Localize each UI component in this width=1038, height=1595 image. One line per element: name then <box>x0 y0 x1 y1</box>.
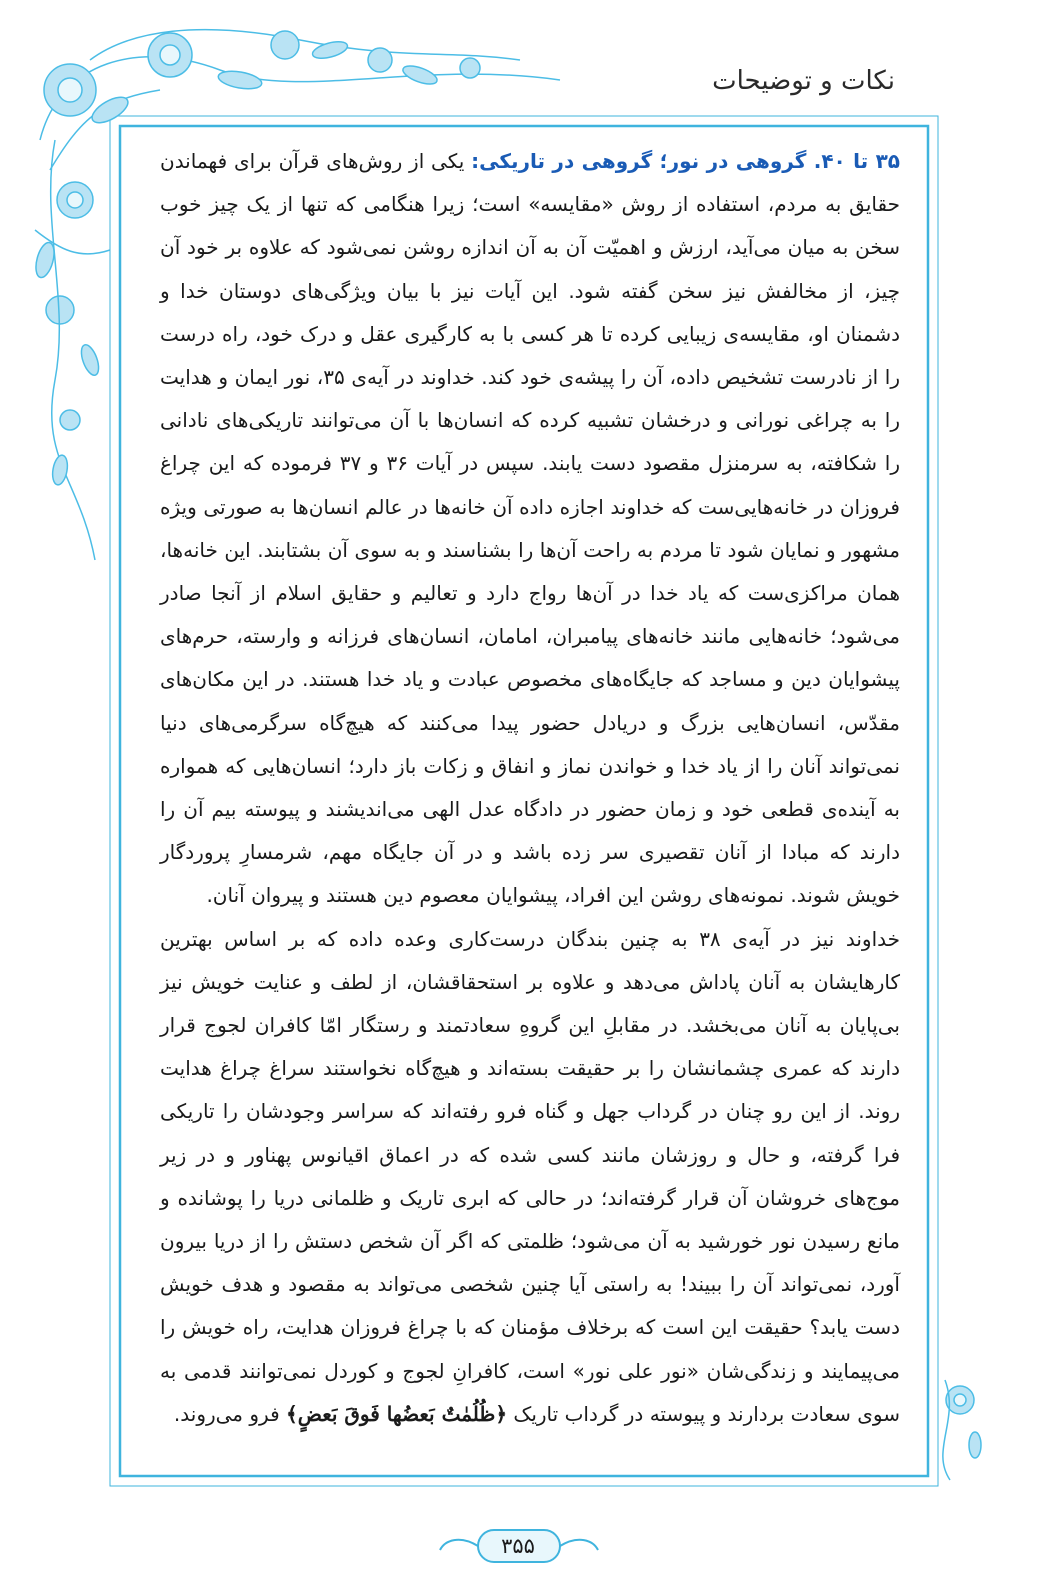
section-heading: ۳۵ تا ۴۰. گروهی در نور؛ گروهی در تاریکی: <box>471 149 901 173</box>
body-text <box>160 140 900 1436</box>
paragraph-1 <box>160 140 900 918</box>
paragraph-text: خداوند نیز در آیه‌ی ۳۸ به چنین بندگان درست‌کاری وعده داده که بر اساس بهترین کارهایشان به آنان پاداش می‌دهد و علاوه بر استحقاقشان، از لطف و عنایت خویش نیز بی‌پایان به آنان می‌بخشد. در مقابلِ این گروهِ سعادتمند و رستگار امّا کافران لجوج قرار دارند که عمری چشمانشان را بر حقیقت بسته‌اند و هیچ‌گاه نخواستند سراغ چراغ هدایت روند. از این رو چنان در گرداب جهل و گناه فرو رفته‌اند که سراسر وجودشان را تاریکی فرا گرفته، و حال و روزشان مانند کسی شده که در اعماق اقیانوس پهناور و در زیر موج‌های خروشان آن قرار گرفته‌اند؛ در حالی که ابری تاریک و ظلمانی دریا را پوشانده و مانع رسیدن نور خورشید به آن می‌شود؛ ظلمتی که اگر آن شخص دستش را از دریا بیرون آورد، نمی‌تواند آن را ببیند! به راستی آیا چنین شخصی می‌تواند به مقصود و هدف خویش دست یابد؟ حقیقت این است که برخلاف مؤمنان که با چراغ فروزان هدایت، راه خویش را می‌پیمایند و زندگی‌شان «نور علی نور» است، کافرانِ لجوج و کوردل نمی‌توانند قدمی به سوی سعادت بردارند و پیوسته در گرداب تاریک <box>160 926 900 1426</box>
paragraph-text-end: فرو می‌روند. <box>173 1401 286 1426</box>
page-header-title: نکات و توضیحات <box>712 66 895 96</box>
paragraph-text: یکی از روش‌های قرآن برای فهماندن حقایق به مردم، استفاده از روش «مقایسه» است؛ زیرا هنگامی که تنها از یک چیز خوب سخن به میان می‌آید، ارزش و اهمیّت آن به آن اندازه روشن نمی‌شود که علاوه بر خود آن چیز، از مخالفش نیز سخن گفته شود. این آیات نیز با بیان ویژگی‌های دوستان خدا و دشمنان او، مقایسه‌ی زیبایی کرده تا هر کسی با به کارگیری عقل و درک خود، راه درست را از نادرست تشخیص داده، آن را پیشه‌ی خود کند. خداوند در آیه‌ی ۳۵، نور ایمان و هدایت را به چراغی نورانی و درخشان تشبیه کرده که انسان‌ها با آن می‌توانند تاریکی‌های نادانی را شکافته، به سرمنزل مقصود دست یابند. سپس در آیات ۳۶ و ۳۷ فرموده که این چراغ فروزان در خانه‌هایی‌ست که خداوند اجازه داده آن خانه‌ها در عالم انسان‌ها به صورتی ویژه مشهور و نمایان شود تا مردم به راحت آن‌ها را بشناسند و به سوی آن بشتابند. این خانه‌ها، همان مراکزی‌ست که یاد خدا در آن‌ها رواج دارد و تعالیم و حقایق اسلام از آنجا صادر می‌شود؛ خانه‌هایی مانند خانه‌های پیامبران، امامان، انسان‌های فرزانه و وارسته، حرم‌های پیشوایان دین و مساجد که جایگاه‌های مخصوص عبادت و یاد خدا هستند. در این مکان‌های مقدّس، انسان‌هایی بزرگ و دریادل حضور پیدا می‌کنند که هیچ‌گاه سرگرمی‌های دنیا نمی‌تواند آنان را از یاد خدا و خواندن نماز و انفاق و زکات باز دارد؛ انسان‌هایی که همواره به آینده‌ی قطعی خود و زمان حضور در دادگاه عدل الهی می‌اندیشند و پیوسته بیم آن را دارند که مبادا از آنان تقصیری سر زده باشد و در آن جایگاه مهم، شرمسارِ پروردگار خویش شوند. نمونه‌های روشن این افراد، پیشوایان معصوم دین هستند و پیروان آنان. <box>160 149 900 908</box>
page-number: ۳۵۵ <box>501 1534 535 1558</box>
quran-quote: ﴿ظُلُمٰتٌ بَعضُها فَوقَ بَعضٍ﴾ <box>285 1401 508 1426</box>
paragraph-2 <box>160 918 900 1436</box>
